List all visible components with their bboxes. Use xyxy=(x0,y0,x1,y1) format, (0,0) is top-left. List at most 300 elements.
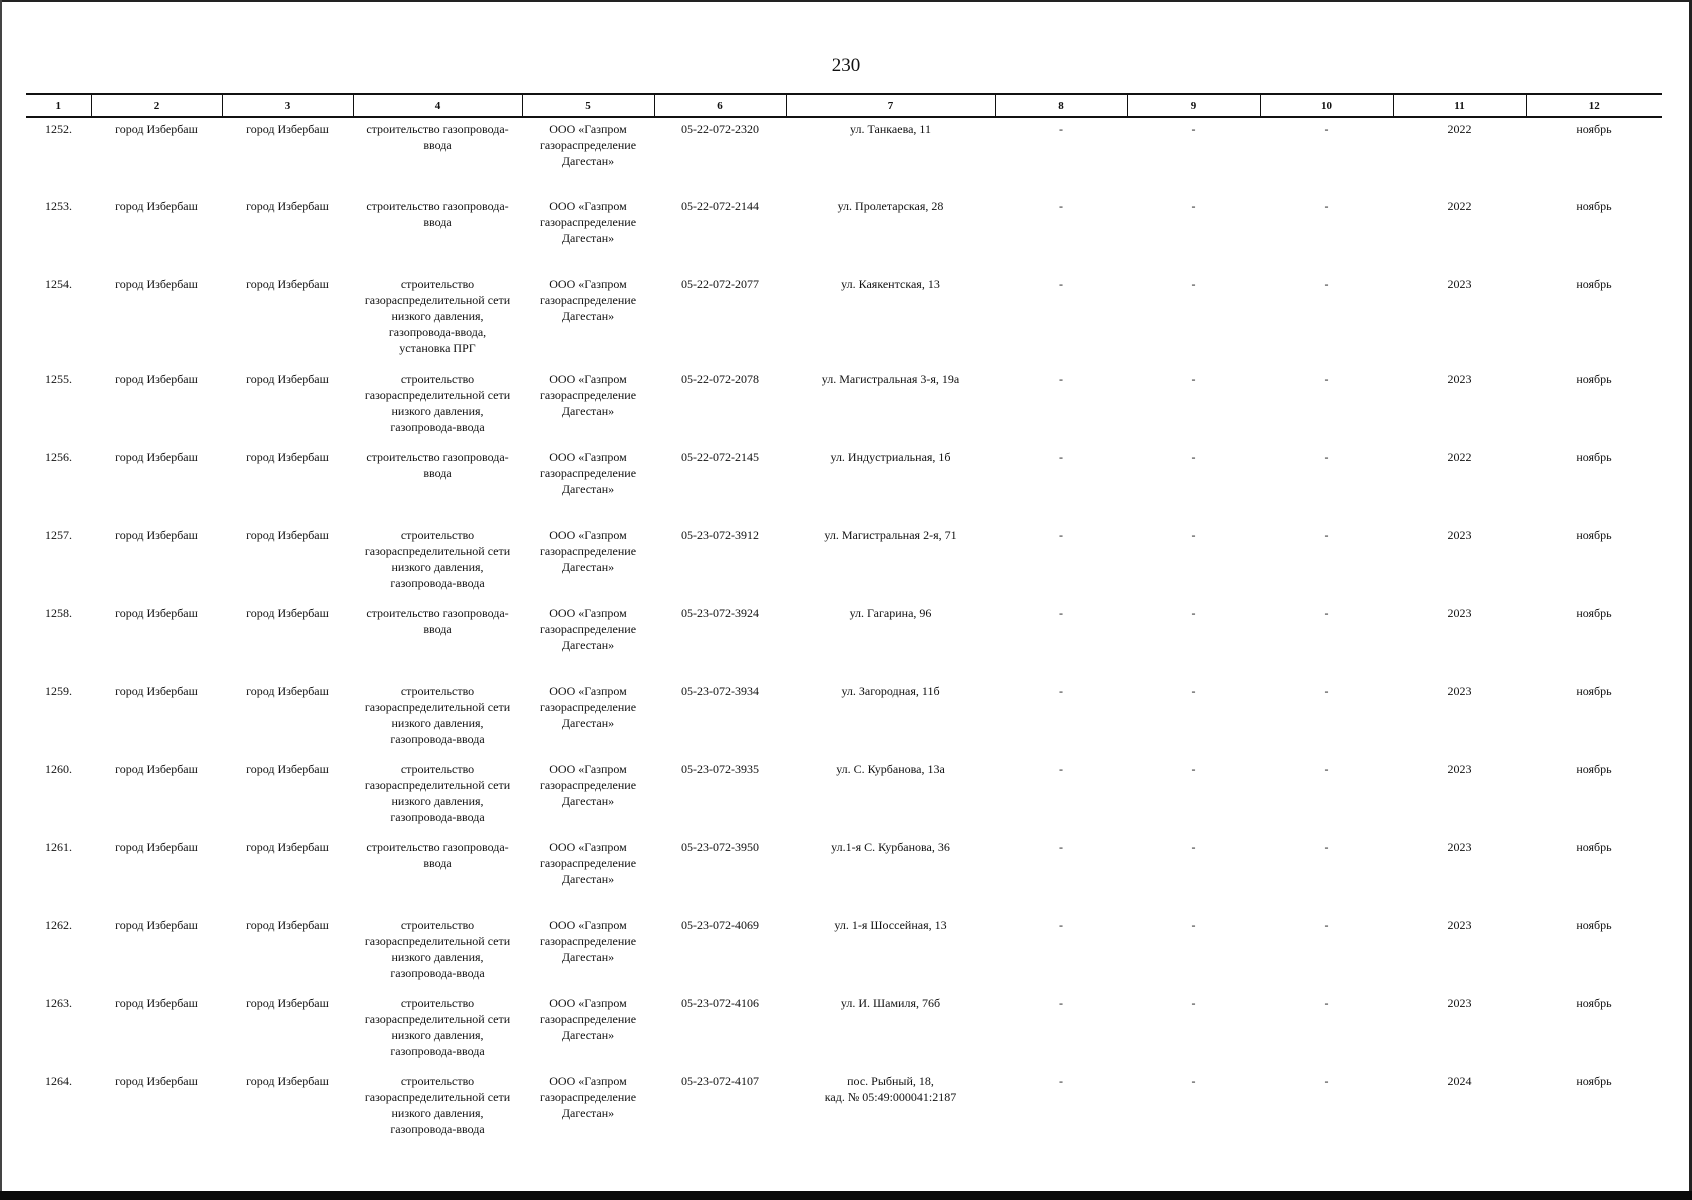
district-cell-text: город Избербаш xyxy=(115,450,198,464)
object-code-cell-text: 05-23-072-4106 xyxy=(681,996,759,1010)
column-10-cell-text: - xyxy=(1324,918,1329,932)
work-type-cell-text: строительство газораспределительной сети низкого давления, газопровода-ввода xyxy=(364,918,511,980)
organization-cell-text: ООО «Газпром газораспределение Дагестан» xyxy=(539,1074,637,1120)
column-header: 10 xyxy=(1260,94,1393,117)
object-code-cell xyxy=(654,446,786,524)
work-type-cell-text: строительство газопровода- ввода xyxy=(366,122,509,152)
row-number-cell xyxy=(26,446,91,524)
year-cell-text: 2023 xyxy=(1447,918,1472,932)
row-number-cell-text: 1264. xyxy=(45,1074,72,1088)
district-cell-text: город Избербаш xyxy=(115,372,198,386)
object-code-cell xyxy=(654,1070,786,1148)
work-type-cell-text: строительство газораспределительной сети низкого давления, газопровода-ввода xyxy=(364,762,511,824)
column-8-cell-text: - xyxy=(1059,372,1063,386)
column-9-cell xyxy=(1127,758,1260,836)
month-cell xyxy=(1526,758,1662,836)
month-cell xyxy=(1526,524,1662,602)
locality-cell xyxy=(222,836,353,914)
month-cell-text: ноябрь xyxy=(1576,450,1612,464)
column-header: 8 xyxy=(995,94,1127,117)
row-number-cell xyxy=(26,992,91,1070)
organization-cell-text: ООО «Газпром газораспределение Дагестан» xyxy=(539,372,637,418)
work-type-cell xyxy=(353,602,522,680)
column-9-cell-text: - xyxy=(1191,840,1196,854)
district-cell xyxy=(91,524,222,602)
year-cell-text: 2023 xyxy=(1447,277,1472,291)
column-10-cell xyxy=(1260,1070,1393,1148)
locality-cell-text: город Избербаш xyxy=(246,122,329,136)
object-code-cell-text: 05-23-072-4107 xyxy=(681,1074,759,1088)
column-8-cell-text: - xyxy=(1059,122,1063,136)
column-9-cell-text: - xyxy=(1191,606,1196,620)
column-8-cell-text: - xyxy=(1059,1074,1063,1088)
district-cell-text: город Избербаш xyxy=(115,199,198,213)
month-cell-text: ноябрь xyxy=(1576,1074,1612,1088)
organization-cell-text: ООО «Газпром газораспределение Дагестан» xyxy=(539,840,637,886)
column-8-cell xyxy=(995,836,1127,914)
column-header: 1 xyxy=(26,94,91,117)
month-cell-text: ноябрь xyxy=(1576,606,1612,620)
column-10-cell-text: - xyxy=(1324,606,1329,620)
table-row xyxy=(26,273,1662,368)
month-cell xyxy=(1526,446,1662,524)
column-9-cell-text: - xyxy=(1191,996,1196,1010)
column-9-cell-text: - xyxy=(1191,684,1196,698)
table-row xyxy=(26,117,1662,195)
locality-cell xyxy=(222,914,353,992)
work-type-cell-text: строительство газопровода- ввода xyxy=(366,840,509,870)
row-number-cell-text: 1254. xyxy=(45,277,72,291)
column-8-cell xyxy=(995,680,1127,758)
column-10-cell-text: - xyxy=(1324,762,1329,776)
organization-cell xyxy=(522,195,654,273)
column-9-cell xyxy=(1127,273,1260,368)
object-code-cell xyxy=(654,117,786,195)
district-cell-text: город Избербаш xyxy=(115,996,198,1010)
column-8-cell xyxy=(995,992,1127,1070)
column-10-cell xyxy=(1260,368,1393,446)
column-8-cell xyxy=(995,117,1127,195)
district-cell-text: город Избербаш xyxy=(115,528,198,542)
organization-cell xyxy=(522,1070,654,1148)
column-8-cell xyxy=(995,914,1127,992)
column-8-cell-text: - xyxy=(1059,918,1063,932)
row-number-cell xyxy=(26,368,91,446)
year-cell xyxy=(1393,524,1526,602)
row-number-cell xyxy=(26,680,91,758)
table-row xyxy=(26,680,1662,758)
row-number-cell xyxy=(26,836,91,914)
object-code-cell xyxy=(654,273,786,368)
object-code-cell-text: 05-22-072-2144 xyxy=(681,199,759,213)
column-header: 6 xyxy=(654,94,786,117)
address-cell xyxy=(786,524,995,602)
column-8-cell xyxy=(995,195,1127,273)
work-type-cell xyxy=(353,524,522,602)
row-number-cell-text: 1258. xyxy=(45,606,72,620)
month-cell xyxy=(1526,117,1662,195)
organization-cell-text: ООО «Газпром газораспределение Дагестан» xyxy=(539,277,637,323)
column-10-cell-text: - xyxy=(1324,199,1329,213)
column-9-cell xyxy=(1127,195,1260,273)
locality-cell-text: город Избербаш xyxy=(246,840,329,854)
organization-cell xyxy=(522,524,654,602)
address-cell-text: ул. С. Курбанова, 13а xyxy=(836,762,945,776)
column-9-cell-text: - xyxy=(1191,372,1196,386)
object-code-cell-text: 05-23-072-3912 xyxy=(681,528,759,542)
organization-cell-text: ООО «Газпром газораспределение Дагестан» xyxy=(539,528,637,574)
column-8-cell xyxy=(995,446,1127,524)
table-row xyxy=(26,446,1662,524)
column-10-cell xyxy=(1260,117,1393,195)
table-row xyxy=(26,758,1662,836)
row-number-cell-text: 1260. xyxy=(45,762,72,776)
row-number-cell xyxy=(26,273,91,368)
district-cell xyxy=(91,1070,222,1148)
column-8-cell xyxy=(995,524,1127,602)
work-type-cell-text: строительство газораспределительной сети низкого давления, газопровода-ввода xyxy=(364,996,511,1058)
column-8-cell-text: - xyxy=(1059,840,1063,854)
organization-cell xyxy=(522,117,654,195)
address-cell-text: ул.1-я С. Курбанова, 36 xyxy=(831,840,950,854)
district-cell xyxy=(91,680,222,758)
district-cell xyxy=(91,758,222,836)
month-cell-text: ноябрь xyxy=(1576,996,1612,1010)
row-number-cell-text: 1257. xyxy=(45,528,72,542)
organization-cell xyxy=(522,680,654,758)
district-cell xyxy=(91,368,222,446)
year-cell xyxy=(1393,117,1526,195)
month-cell-text: ноябрь xyxy=(1576,199,1612,213)
district-cell-text: город Избербаш xyxy=(115,606,198,620)
column-8-cell-text: - xyxy=(1059,450,1063,464)
column-10-cell-text: - xyxy=(1324,122,1329,136)
month-cell xyxy=(1526,992,1662,1070)
column-header: 2 xyxy=(91,94,222,117)
row-number-cell-text: 1256. xyxy=(45,450,72,464)
object-code-cell xyxy=(654,195,786,273)
organization-cell-text: ООО «Газпром газораспределение Дагестан» xyxy=(539,122,637,168)
district-cell-text: город Избербаш xyxy=(115,122,198,136)
column-10-cell xyxy=(1260,992,1393,1070)
column-number-row xyxy=(26,94,1662,117)
column-header: 9 xyxy=(1127,94,1260,117)
row-number-cell xyxy=(26,524,91,602)
month-cell xyxy=(1526,914,1662,992)
object-code-cell xyxy=(654,758,786,836)
year-cell-text: 2024 xyxy=(1447,1074,1472,1088)
column-header: 7 xyxy=(786,94,995,117)
address-cell-text: ул. Каякентская, 13 xyxy=(841,277,940,291)
locality-cell-text: город Избербаш xyxy=(246,606,329,620)
month-cell-text: ноябрь xyxy=(1576,277,1612,291)
column-10-cell xyxy=(1260,273,1393,368)
row-number-cell xyxy=(26,602,91,680)
table-row xyxy=(26,914,1662,992)
year-cell xyxy=(1393,992,1526,1070)
month-cell-text: ноябрь xyxy=(1576,918,1612,932)
locality-cell xyxy=(222,117,353,195)
month-cell-text: ноябрь xyxy=(1576,372,1612,386)
address-cell-text: ул. Гагарина, 96 xyxy=(849,606,932,620)
year-cell xyxy=(1393,368,1526,446)
row-number-cell-text: 1253. xyxy=(45,199,72,213)
column-10-cell-text: - xyxy=(1324,684,1329,698)
district-cell-text: город Избербаш xyxy=(115,684,198,698)
month-cell-text: ноябрь xyxy=(1576,840,1612,854)
column-9-cell-text: - xyxy=(1191,762,1196,776)
locality-cell xyxy=(222,524,353,602)
column-9-cell-text: - xyxy=(1191,528,1196,542)
locality-cell-text: город Избербаш xyxy=(246,450,329,464)
year-cell xyxy=(1393,836,1526,914)
district-cell xyxy=(91,195,222,273)
address-cell-text: ул. Магистральная 2-я, 71 xyxy=(824,528,957,542)
work-type-cell xyxy=(353,117,522,195)
work-type-cell xyxy=(353,273,522,368)
address-cell xyxy=(786,368,995,446)
organization-cell-text: ООО «Газпром газораспределение Дагестан» xyxy=(539,684,637,730)
locality-cell xyxy=(222,1070,353,1148)
object-code-cell-text: 05-22-072-2320 xyxy=(681,122,759,136)
object-code-cell-text: 05-22-072-2145 xyxy=(681,450,759,464)
column-9-cell xyxy=(1127,602,1260,680)
column-8-cell xyxy=(995,1070,1127,1148)
object-code-cell xyxy=(654,368,786,446)
year-cell xyxy=(1393,446,1526,524)
address-cell xyxy=(786,273,995,368)
district-cell-text: город Избербаш xyxy=(115,918,198,932)
locality-cell-text: город Избербаш xyxy=(246,199,329,213)
column-10-cell xyxy=(1260,758,1393,836)
address-cell-text: ул. 1-я Шоссейная, 13 xyxy=(834,918,947,932)
column-9-cell-text: - xyxy=(1191,122,1196,136)
year-cell xyxy=(1393,914,1526,992)
table-row xyxy=(26,524,1662,602)
address-cell xyxy=(786,195,995,273)
column-9-cell xyxy=(1127,836,1260,914)
work-type-cell xyxy=(353,195,522,273)
column-header: 3 xyxy=(222,94,353,117)
district-cell xyxy=(91,273,222,368)
organization-cell xyxy=(522,368,654,446)
column-10-cell-text: - xyxy=(1324,996,1329,1010)
page-number: 230 xyxy=(831,55,861,76)
locality-cell xyxy=(222,758,353,836)
district-cell-text: город Избербаш xyxy=(115,277,198,291)
month-cell-text: ноябрь xyxy=(1576,528,1612,542)
table-row xyxy=(26,992,1662,1070)
row-number-cell-text: 1252. xyxy=(45,122,72,136)
column-8-cell-text: - xyxy=(1059,762,1063,776)
column-9-cell xyxy=(1127,368,1260,446)
column-9-cell-text: - xyxy=(1191,277,1196,291)
table-row xyxy=(26,1070,1662,1148)
month-cell-text: ноябрь xyxy=(1576,122,1612,136)
year-cell-text: 2023 xyxy=(1447,762,1472,776)
table-row xyxy=(26,602,1662,680)
column-9-cell-text: - xyxy=(1191,1074,1196,1088)
year-cell xyxy=(1393,1070,1526,1148)
year-cell-text: 2023 xyxy=(1447,372,1472,386)
column-8-cell xyxy=(995,368,1127,446)
scan-border-bottom xyxy=(0,1191,1692,1200)
work-type-cell xyxy=(353,914,522,992)
column-8-cell-text: - xyxy=(1059,277,1063,291)
organization-cell xyxy=(522,758,654,836)
organization-cell-text: ООО «Газпром газораспределение Дагестан» xyxy=(539,996,637,1042)
year-cell-text: 2022 xyxy=(1447,199,1472,213)
column-8-cell xyxy=(995,602,1127,680)
object-code-cell-text: 05-23-072-3935 xyxy=(681,762,759,776)
address-cell xyxy=(786,836,995,914)
column-10-cell xyxy=(1260,836,1393,914)
object-code-cell xyxy=(654,992,786,1070)
work-type-cell-text: строительство газораспределительной сети низкого давления, газопровода-ввода xyxy=(364,372,511,434)
month-cell xyxy=(1526,195,1662,273)
column-8-cell-text: - xyxy=(1059,199,1063,213)
address-cell xyxy=(786,446,995,524)
scan-border-left xyxy=(0,0,2,1196)
column-10-cell xyxy=(1260,914,1393,992)
object-code-cell xyxy=(654,914,786,992)
locality-cell xyxy=(222,368,353,446)
object-code-cell-text: 05-23-072-4069 xyxy=(681,918,759,932)
object-code-cell xyxy=(654,602,786,680)
row-number-cell xyxy=(26,914,91,992)
column-9-cell xyxy=(1127,1070,1260,1148)
work-type-cell xyxy=(353,368,522,446)
address-cell-text: ул. Загородная, 11б xyxy=(841,684,940,698)
address-cell xyxy=(786,758,995,836)
month-cell xyxy=(1526,602,1662,680)
scan-border-top xyxy=(0,0,1692,2)
district-cell-text: город Избербаш xyxy=(115,762,198,776)
row-number-cell-text: 1259. xyxy=(45,684,72,698)
column-header: 4 xyxy=(353,94,522,117)
year-cell xyxy=(1393,602,1526,680)
month-cell-text: ноябрь xyxy=(1576,762,1612,776)
organization-cell-text: ООО «Газпром газораспределение Дагестан» xyxy=(539,918,637,964)
row-number-cell xyxy=(26,195,91,273)
column-10-cell-text: - xyxy=(1324,528,1329,542)
column-8-cell xyxy=(995,273,1127,368)
column-9-cell xyxy=(1127,992,1260,1070)
month-cell xyxy=(1526,273,1662,368)
address-cell xyxy=(786,117,995,195)
column-header: 11 xyxy=(1393,94,1526,117)
row-number-cell xyxy=(26,758,91,836)
organization-cell-text: ООО «Газпром газораспределение Дагестан» xyxy=(539,606,637,652)
district-cell-text: город Избербаш xyxy=(115,840,198,854)
column-10-cell-text: - xyxy=(1324,277,1329,291)
row-number-cell-text: 1263. xyxy=(45,996,72,1010)
locality-cell xyxy=(222,195,353,273)
column-10-cell xyxy=(1260,446,1393,524)
work-type-cell-text: строительство газопровода- ввода xyxy=(366,606,509,636)
organization-cell xyxy=(522,273,654,368)
locality-cell-text: город Избербаш xyxy=(246,277,329,291)
object-code-cell-text: 05-22-072-2077 xyxy=(681,277,759,291)
district-cell xyxy=(91,446,222,524)
object-code-cell-text: 05-22-072-2078 xyxy=(681,372,759,386)
locality-cell-text: город Избербаш xyxy=(246,372,329,386)
row-number-cell-text: 1262. xyxy=(45,918,72,932)
year-cell-text: 2022 xyxy=(1447,450,1472,464)
address-cell xyxy=(786,680,995,758)
column-9-cell-text: - xyxy=(1191,918,1196,932)
row-number-cell-text: 1261. xyxy=(45,840,72,854)
district-cell-text: город Избербаш xyxy=(115,1074,198,1088)
object-code-cell xyxy=(654,524,786,602)
registry-table xyxy=(26,93,1662,1148)
locality-cell-text: город Избербаш xyxy=(246,762,329,776)
column-10-cell-text: - xyxy=(1324,840,1329,854)
locality-cell-text: город Избербаш xyxy=(246,996,329,1010)
work-type-cell-text: строительство газопровода- ввода xyxy=(366,199,509,229)
organization-cell xyxy=(522,992,654,1070)
month-cell-text: ноябрь xyxy=(1576,684,1612,698)
work-type-cell-text: строительство газораспределительной сети низкого давления, газопровода-ввода xyxy=(364,528,511,590)
year-cell-text: 2022 xyxy=(1447,122,1472,136)
object-code-cell xyxy=(654,680,786,758)
column-9-cell xyxy=(1127,680,1260,758)
district-cell xyxy=(91,992,222,1070)
district-cell xyxy=(91,836,222,914)
month-cell xyxy=(1526,368,1662,446)
year-cell-text: 2023 xyxy=(1447,684,1472,698)
column-10-cell xyxy=(1260,680,1393,758)
address-cell-text: ул. И. Шамиля, 76б xyxy=(840,996,941,1010)
row-number-cell xyxy=(26,1070,91,1148)
address-cell xyxy=(786,1070,995,1148)
organization-cell xyxy=(522,602,654,680)
locality-cell xyxy=(222,446,353,524)
work-type-cell xyxy=(353,836,522,914)
district-cell xyxy=(91,117,222,195)
organization-cell-text: ООО «Газпром газораспределение Дагестан» xyxy=(539,762,637,808)
address-cell xyxy=(786,992,995,1070)
address-cell xyxy=(786,602,995,680)
column-10-cell-text: - xyxy=(1324,1074,1329,1088)
column-10-cell-text: - xyxy=(1324,372,1329,386)
locality-cell-text: город Избербаш xyxy=(246,528,329,542)
locality-cell xyxy=(222,992,353,1070)
year-cell xyxy=(1393,758,1526,836)
column-8-cell-text: - xyxy=(1059,606,1063,620)
address-cell xyxy=(786,914,995,992)
locality-cell-text: город Избербаш xyxy=(246,684,329,698)
address-cell-text: ул. Пролетарская, 28 xyxy=(837,199,944,213)
column-9-cell xyxy=(1127,117,1260,195)
organization-cell-text: ООО «Газпром газораспределение Дагестан» xyxy=(539,199,637,245)
address-cell-text: ул. Индустриальная, 1б xyxy=(830,450,951,464)
work-type-cell-text: строительство газораспределительной сети низкого давления, газопровода-ввода xyxy=(364,684,511,746)
column-8-cell-text: - xyxy=(1059,684,1063,698)
address-cell-text: пос. Рыбный, 18, кад. № 05:49:000041:2187 xyxy=(824,1074,957,1104)
year-cell-text: 2023 xyxy=(1447,528,1472,542)
work-type-cell-text: строительство газораспределительной сети низкого давления, газопровода-ввода, установка ПРГ xyxy=(364,277,511,355)
work-type-cell xyxy=(353,1070,522,1148)
month-cell xyxy=(1526,1070,1662,1148)
year-cell-text: 2023 xyxy=(1447,840,1472,854)
locality-cell xyxy=(222,273,353,368)
table-row xyxy=(26,836,1662,914)
column-9-cell xyxy=(1127,914,1260,992)
address-cell-text: ул. Танкаева, 11 xyxy=(850,122,931,136)
work-type-cell-text: строительство газопровода- ввода xyxy=(366,450,509,480)
work-type-cell xyxy=(353,992,522,1070)
